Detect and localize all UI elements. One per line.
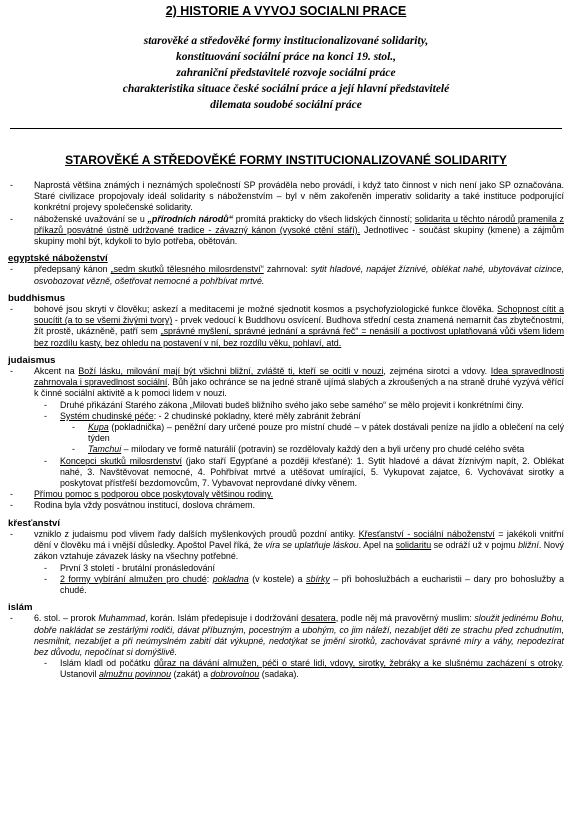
italic-text: víra se uplatňuje láskou xyxy=(265,540,359,551)
emphasis-text: „přírodních národů“ xyxy=(147,213,234,224)
text-run: (zakát) a xyxy=(171,669,211,680)
section-heading-text: STAROVĚKÉ A STŘEDOVĚKÉ FORMY INSTITUCIONALIZOVANÉ SOLIDARITY xyxy=(65,153,507,167)
horizontal-divider xyxy=(10,128,562,129)
text-run: . Bůh jako ochránce se na jedné straně ujímá slabých a zkroušených a na straně druhé vyzývá věřící k činné sociální aktivitě a k pomoci lidem v nouzi. xyxy=(34,377,565,399)
dash-bullet: - xyxy=(44,410,47,421)
text-run: - prvek vedoucí k Buddhovu osvícení. xyxy=(172,315,327,326)
text-run: Akcent na xyxy=(34,366,79,377)
list-subitem xyxy=(8,574,564,596)
text-run: , podle něj má pravověrný muslim: xyxy=(335,613,475,624)
text-run: (sadaka). xyxy=(259,669,299,680)
text-run: – milodary ve formě naturálií (potravin) se rozdělovaly každý den a byli určeny pro chudé celého světa xyxy=(121,444,525,455)
dash-bullet: - xyxy=(10,180,13,190)
list-item xyxy=(8,214,564,248)
text-run: Rodina byla vždy posvátnou institucí, doslova chrámem. xyxy=(34,500,255,511)
dash-bullet: - xyxy=(44,399,47,410)
underlined-text: solidarita u těchto národů pramenila z příkazů posvátné ústně udržované tradice - závazný kánon (vysoké ctění stáří). xyxy=(34,213,564,235)
underlined-text: Boží lásku, milování mají být všichni bližní, zvláště ti, kteří se ocitli v nouzi xyxy=(78,366,384,377)
italic-text: Muhammad xyxy=(98,613,146,624)
list-item xyxy=(8,304,564,349)
list-subitem xyxy=(8,411,564,422)
text-run: První 3 století - brutální pronásledování xyxy=(60,562,215,573)
dash-bullet: - xyxy=(10,500,13,511)
heading-christianity: křesťanství xyxy=(8,517,61,529)
underlined-text: pokladna xyxy=(212,573,249,584)
underlined-text: Kupa xyxy=(88,422,109,433)
subtitle-line: charakteristika situace české sociální práce a její hlavní představitelé xyxy=(122,83,450,95)
text-run: předepsaný kánon xyxy=(34,264,111,275)
list-subitem xyxy=(8,456,564,490)
dash-bullet: - xyxy=(10,366,13,377)
heading-islam: islám xyxy=(8,602,33,614)
list-item xyxy=(8,264,564,286)
section-heading xyxy=(0,153,572,167)
underlined-text: Systém chudinské péče xyxy=(60,410,154,421)
text-run: : xyxy=(206,573,213,584)
underlined-text: 2 formy vybírání almužen pro chudé xyxy=(60,573,207,584)
subtitle-line: konstituování sociální práce na konci 19. stol., xyxy=(175,51,397,63)
document-title-text: 2) HISTORIE A VYVOJ SOCIALNI PRACE xyxy=(165,4,407,18)
underlined-text: dobrovolnou xyxy=(210,669,260,680)
heading-buddhism: buddhismus xyxy=(8,292,66,304)
heading-egypt: egyptské náboženství xyxy=(8,253,108,265)
document-title xyxy=(0,4,572,18)
underlined-text: Idea spravedlnosti zahrnovala i spravedlnost sociální xyxy=(34,366,564,388)
underlined-text: solidaritu xyxy=(395,540,432,551)
dash-bullet: - xyxy=(10,264,13,275)
text-run: = jakékoli vnitřní dění v člověku má i vnější důsledky. Apoštol Pavel říká, že xyxy=(34,528,564,551)
text-run: – peněžní dary určené pouze pro místní chudé – v pátek dostávali peníze na jídlo a oblečení na celý týden xyxy=(88,422,565,444)
underlined-text: Koncepci skutků milosrdenství xyxy=(60,455,182,466)
list-item xyxy=(8,500,564,511)
dash-bullet: - xyxy=(44,562,47,573)
text-run: Budhova střední cesta znamená nemarnit čas zbytečnostmi, žít prostě, ukázněně, patří sem xyxy=(34,315,565,337)
text-run: promítá prakticky do všech lidských činností; xyxy=(233,213,415,224)
text-run: Jednotlivec - součást skupiny (kmene) a zájmům skupiny mohl být, kdykoli to bylo potřeba, obětován. xyxy=(34,224,564,247)
subtitle-line: dilemata soudobé sociální práce xyxy=(210,99,362,111)
underlined-text: almužnu povinnou xyxy=(98,669,172,680)
text-run: , korán. Islám předepisuje i dodržování xyxy=(145,613,302,624)
underlined-text: Křesťanství - sociální náboženství xyxy=(358,528,495,539)
dash-bullet: - xyxy=(10,213,13,224)
text-run: . Nový zákon vztahuje závazek lásky na všechny potřebné. xyxy=(34,540,564,562)
underlined-text: Schopnost cítit a soucítit (a to se všemi živými tvory) xyxy=(34,304,564,326)
text-run: vzniklo z judaismu pod vlivem řady dalších myšlenkových proudů pozdní antiky. xyxy=(34,528,359,539)
text-run: : - 2 chudinské pokladny, které měly zabránit žebrání xyxy=(153,410,361,421)
underlined-text: desatera xyxy=(301,613,336,624)
text-run: (jako staří Egypťané a později křesťané): 1. Sytit hladové a dávat žíznivým napít, 2. Oblékat nahé, 3. Navštěvovat nemocné, 4. Pohřbívat mrtvé a utěšovat umírající, 5. Vykupovat zajatce, 6. Vychovávat sirotky a poskytovat přístřeší bezdomovcům, 7. Vybavovat neprovdané dívky věnem. xyxy=(60,455,564,489)
text-run: . Apel na xyxy=(358,540,396,551)
list-item xyxy=(8,529,564,563)
dash-bullet: - xyxy=(44,573,47,584)
dash-bullet: - xyxy=(10,528,13,539)
list-item xyxy=(8,489,564,500)
subtitle-block xyxy=(0,33,572,113)
dash-bullet: - xyxy=(10,304,13,315)
list-item xyxy=(8,613,564,658)
subtitle-line: zahraniční představitelé rozvoje sociální práce xyxy=(176,67,396,79)
dash-bullet: - xyxy=(10,613,13,624)
list-subitem xyxy=(8,563,564,574)
text-run: , zejména sirotci a vdovy. xyxy=(383,366,491,377)
text-run: zahrnoval: xyxy=(263,264,311,275)
text-run: 6. stol. – prorok xyxy=(34,613,99,624)
text-run: . Ustanovil xyxy=(60,658,564,680)
italic-text: bližní xyxy=(518,540,539,551)
dash-bullet: - xyxy=(44,455,47,466)
text-run: Druhé přikázání Starého zákona „Milovati budeš bližního svého jako sebe samého“ se mělo projevit i konkrétními činy. xyxy=(60,399,524,410)
dash-bullet: - xyxy=(72,422,75,433)
list-item xyxy=(8,366,564,400)
document-body xyxy=(8,180,564,681)
text-run: bohové jsou skryti v člověku; askezí a meditacemi je možné sjednotit kosmos a psychofyziologické funkce člověka. xyxy=(34,304,498,315)
list-item xyxy=(8,180,564,214)
underlined-text: „sedm skutků tělesného milosrdenství“ xyxy=(110,264,264,275)
underlined-text: „správné myšlení, správné jednání a správná řeč“ xyxy=(160,326,359,337)
text-run: náboženské uvažování se u xyxy=(34,213,148,224)
list-subsubitem xyxy=(8,422,564,444)
underlined-text: = nenásilí a poctivost uplatňovaná vůči všem lidem bez rozdílu kasty, bez ohledu na postavení v ní, bez rozdílu věku, pohlaví, atd. xyxy=(34,326,565,348)
text-run: se odráží už v pojmu xyxy=(431,540,519,551)
underlined-text: Tamchui xyxy=(88,444,122,455)
underlined-text: sbírky xyxy=(306,573,330,584)
underlined-text: Přímou pomoc s podporou obce poskytovaly většinou rodiny. xyxy=(34,489,274,500)
italic-text: sloužit jedinému Bohu, dobře nakládat se zestárlými rodiči, dávat příbuzným, pocestným a ubohým, co jim náleží, nezabíjet děti ze strachu před zchudnutím, nesmilnit, nezabíjet a při neúmyslném zabití dát výkupné, nedotýkat se jmění sirotků, zachovávat správné míry a váhy, nepodezírat bez důvodu, nepočínat si domýšlivě. xyxy=(34,613,565,657)
dash-bullet: - xyxy=(10,489,13,500)
text-run: (v kostele) a xyxy=(248,573,307,584)
subtitle-line: starověké a středověké formy institucionalizované solidarity, xyxy=(143,35,429,47)
paragraph-text: Naprostá většina známých i neznámých společností SP prováděla nebo provádí, i když tato činnost v nich není jako SP označována. Staré civilizace propojovaly ideál solidarity s náboženstvím – byl v něm zakořeněn imperativ solidarity a také instituce podporující konkrétní projevy společenské solidarity. xyxy=(34,180,564,213)
italic-text: sytit hladové, napájet žíznivé, oblékat nahé, ubytovávat cizince, osvobozovat vězně, ošetřovat nemocné a pohřbívat mrtvé. xyxy=(34,264,564,286)
list-subitem xyxy=(8,658,564,680)
list-subitem xyxy=(8,400,564,411)
list-subsubitem xyxy=(8,444,564,455)
underlined-text: důraz na dávání almužen, péči o staré lidi, vdovy, sirotky, žebráky a ke slušnému zacházení s otroky xyxy=(154,658,562,669)
dash-bullet: - xyxy=(44,658,47,669)
text-run: (pokladnička) xyxy=(108,422,165,433)
heading-judaism: judaismus xyxy=(8,354,56,366)
dash-bullet: - xyxy=(72,444,75,455)
text-run: – při bohoslužbách a eucharistii – dary pro bohoslužby a chudé. xyxy=(60,573,565,595)
text-run: Islám kladl od počátku xyxy=(60,658,154,669)
